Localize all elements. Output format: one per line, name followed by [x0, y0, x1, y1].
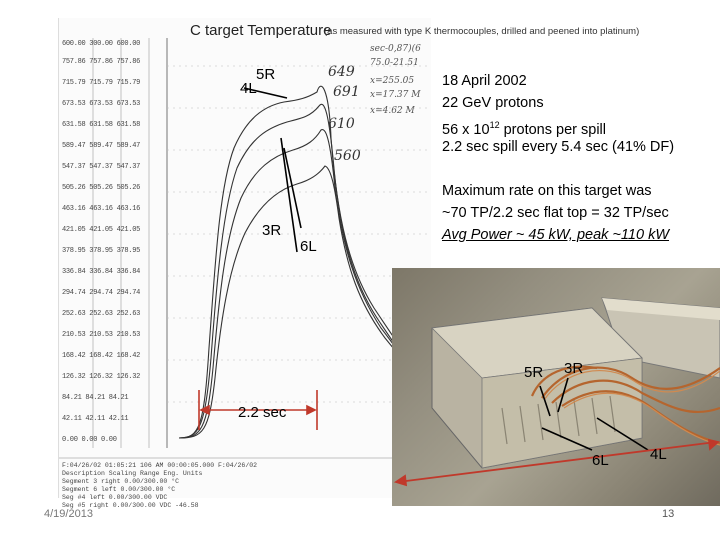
tick-row: 715.79 715.79 715.79: [62, 79, 141, 87]
handwritten-note: x=4.62 M: [370, 106, 415, 116]
tick-row: 631.58 631.58 631.58: [62, 121, 141, 129]
tick-row: 84.21 84.21 84.21: [62, 394, 129, 402]
handwritten-value: 691: [333, 84, 360, 100]
tick-row: 168.42 168.42 168.42: [62, 352, 141, 360]
tick-row: 600.00 300.00 600.00: [62, 40, 141, 48]
handwritten-note: x=17.37 M: [370, 90, 421, 100]
info-date: 18 April 2002: [442, 73, 527, 89]
spill-duration-label: 2.2 sec: [238, 404, 287, 421]
legend-row: Segment 3 right 0.00/300.00 °C: [62, 478, 180, 485]
tick-row: 210.53 210.53 210.53: [62, 331, 141, 339]
info-spill: 2.2 sec spill every 5.4 sec (41% DF): [442, 139, 675, 155]
info-max-rate-2: ~70 TP/2.2 sec flat top = 32 TP/sec: [442, 205, 669, 221]
info-max-rate-1: Maximum rate on this target was: [442, 183, 652, 199]
tick-row: 378.95 378.95 378.95: [62, 247, 141, 255]
label-6l: 6L: [300, 238, 317, 255]
footer-date: 4/19/2013: [44, 508, 93, 520]
photo-label-4l: 4L: [650, 446, 667, 463]
legend-row: Segment 6 left 0.00/300.00 °C: [62, 486, 176, 493]
target-photo: [392, 268, 720, 506]
legend-row: Seg #4 left 0.00/300.00 VDC: [62, 494, 168, 501]
info-protons: 56 x $10^{12}$ protons per spill: [442, 120, 606, 138]
label-3r: 3R: [262, 222, 282, 239]
legend-row: Description Scaling Range Eng. Units: [62, 470, 203, 477]
handwritten-value: 649: [328, 64, 355, 80]
tick-row: 126.32 126.32 126.32: [62, 373, 141, 381]
tick-row: 0.00 0.00 0.00: [62, 436, 117, 444]
tick-row: 547.37 547.37 547.37: [62, 163, 141, 171]
label-4l: 4L: [240, 80, 257, 97]
tick-row: 336.84 336.84 336.84: [62, 268, 141, 276]
handwritten-note: sec-0,87)(6: [370, 44, 421, 54]
tick-row: 505.26 505.26 505.26: [62, 184, 141, 192]
target-photo-drawing: [392, 268, 720, 506]
legend-row: F:04/26/02 01:05:21 106 AM 00:00:05.000 F:04/26/02: [62, 462, 258, 469]
handwritten-note: x=255.05: [370, 76, 415, 86]
tick-row: 42.11 42.11 42.11: [62, 415, 129, 423]
tick-row: 294.74 294.74 294.74: [62, 289, 141, 297]
handwritten-value: 560: [334, 148, 361, 164]
chart-title: C target Temperature: [190, 22, 332, 39]
page-number: 13: [662, 508, 675, 520]
legend-row: Seg #5 right 0.00/300.00 VDC -46.58: [62, 502, 199, 509]
info-energy: 22 GeV protons: [442, 95, 544, 111]
tick-row: 757.86 757.86 757.86: [62, 58, 141, 66]
label-5r: 5R: [256, 66, 276, 83]
chart-subtitle: (as measured with type K thermocouples, drilled and peened into platinum): [324, 26, 640, 37]
photo-label-5r: 5R: [524, 364, 544, 381]
photo-label-3r: 3R: [564, 360, 584, 377]
photo-label-6l: 6L: [592, 452, 609, 469]
info-power: Avg Power ~ 45 kW, peak ~110 kW: [442, 227, 670, 243]
tick-row: 421.05 421.05 421.05: [62, 226, 141, 234]
tick-row: 589.47 589.47 589.47: [62, 142, 141, 150]
tick-row: 252.63 252.63 252.63: [62, 310, 141, 318]
handwritten-note: 75.0-21.51: [370, 58, 419, 68]
handwritten-value: 610: [328, 116, 355, 132]
tick-row: 463.16 463.16 463.16: [62, 205, 141, 213]
tick-row: 673.53 673.53 673.53: [62, 100, 141, 108]
